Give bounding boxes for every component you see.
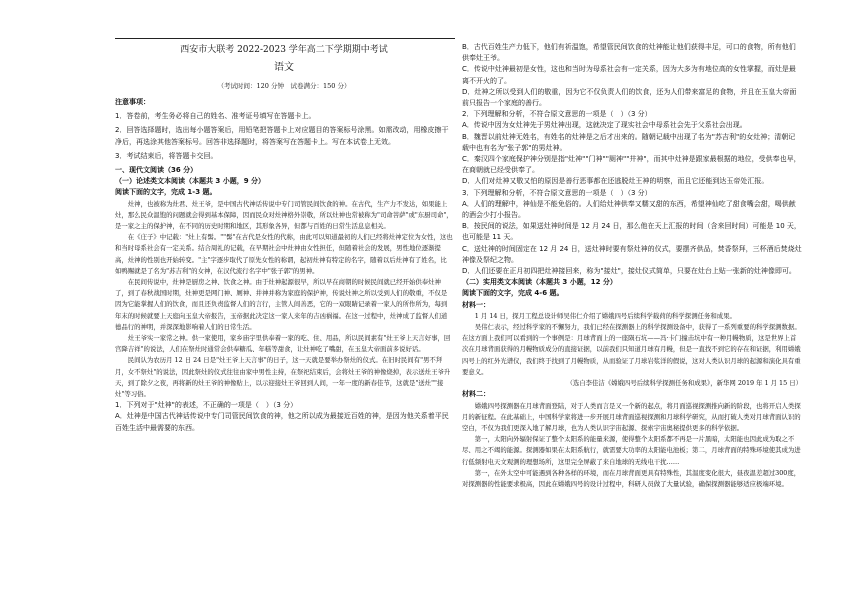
passage-paragraph: 在《庄子》中记载："灶上有髻。""髻"在古代是女性的代称，由此可以知道最初的人们已经将灶神定位为女性，这也和当时母系社会有一定关系。结合周礼的记载，在早期社会中灶神由女性担任，但随着社会的发展，男性地位逐渐提高，灶神的性别也开始转变。"主"字逐步取代了原先女性的称谓，起初灶神有特定的名字，随着以后灶神有了姓名，比如鸭赐就是了名为"苏吉利"的女神，在汉代流行名字中"张子郭"的男神。	[115, 233, 453, 275]
left-column	[115, 40, 453, 434]
question-stem: 3．下列理解和分析，不符合原文意思的一项是（ ）（3 分）	[462, 188, 652, 197]
notes-heading: 注意事项：	[115, 98, 150, 106]
material-label: 材料一：	[462, 300, 490, 309]
subject-title: 语文	[274, 62, 294, 73]
reading-instruction: 阅读下面的文字，完成 4-6 题。	[462, 289, 564, 298]
question-option: D．灶神之所以受到人们的敬重，因为它不仅负责人们的饮食，还为人们带来富足的食物，并且在玉皇大帝面前只报告一个家庭的善行。	[462, 87, 797, 108]
material-paragraph: 1 月 14 日，探月工程总设计师吴伟仁介绍了嫦娥四号后续科学载荷的科学探测任务和成果。	[474, 311, 736, 320]
passage-paragraph: 灶神，也被称为灶君、灶王爷，是中国古代神话传说中专门司管民间饮食的神。在古代，生产力不发达，如果能上灶，那么民众温饱的问题就会得到基本保障，因而民众对灶神格外崇敬，所以灶神也常被称为"司命菩萨"或"东厨司命"，是一家之主的保护神，在不同的历史时期和地区，其形象各异，但都与百姓的日常生活息息相关。	[115, 199, 453, 231]
question-option: D．人们对灶神又敬又怕的原因是善行恶事都在还逃脱灶王神的明察，而且它还能到达玉帝处汇报。	[462, 177, 769, 186]
question-stem: 1．下列对于"灶神"的表述，不正确的一项是（ ）（3 分）	[115, 401, 298, 410]
exam-title: 西安市大联考 2022-2023 学年高二下学期期中考试	[180, 45, 388, 55]
right-column	[462, 42, 802, 490]
passage-paragraph: 灶王爷实一家常之神。供一家使用，家乡庙宇里供奉着一家的吃、住、用品，所以民间素有"灶王爷上天言好事，回宫降吉祥"的说法，人们在祭灶时通常会供奉糖瓜、年糕等甜食，让灶神吃了嘴甜，在玉皇大帝面前多说好话。	[115, 334, 451, 354]
subsection-heading: （一）论述类文本阅读（本题共 3 小题，9 分）	[115, 177, 266, 186]
material-paragraph: 第一，在外太空中可能遇到各种各样的环境，而在月球背面更具有特殊性，其温度变化很大，昼夜温差超过300度，对探测器的性能要求极高，因此在嫦娥四号的设计过程中，科研人员做了大量试验，确保探测器能够适应极端环境。	[462, 468, 801, 488]
question-option: B．魏晋以前灶神无姓名，有姓名的灶神是之后才出来的。随朝记载中出现了名为"苏吉利"的女灶神；清朝记载中也有名为"张子郭"的男灶神。	[462, 132, 796, 152]
material-paragraph: 第一，太阳向外辐射保证了整个太阳系的能量来源，使得整个太阳系都不再是一片黑暗，太阳能也因此成为取之不尽、用之不竭的能源。探测器如果在太阳系航行，就需要大功率的太阳能电池板；第二，月球背面的特殊环境使其成为进行低频射电天文观测的理想场所，这里完全屏蔽了来自地球的无线电干扰……	[462, 435, 801, 466]
note-item: 1．答卷前，考生务必将自己的姓名、准考证号填写在答题卡上。	[115, 112, 316, 121]
question-option: C．送灶神的时间固定在 12 月 24 日，送灶神时要有祭灶神的仪式，要摆齐供品，焚香祭拜，三杯酒后焚烧灶神像及祭纪之物。	[462, 244, 802, 264]
question-option: B．按民间的说法，如果送灶神时间是 12 月 24 日，那么他在天上汇报的时间（含来回时间）可能是 10 天，也可能是 11 天。	[462, 222, 801, 242]
question-stem: 2．下列理解和分析，不符合原文意思的一项是（ ）（3 分）	[462, 110, 652, 119]
question-option: B．古代百姓生产力低下，他们有祈温饱，希望管民间饮食的灶神能让他们获得丰足，可口的食物，所有他们供奉灶王爷。	[462, 43, 796, 63]
note-item: 2．回答选择题时，选出每小题答案后，用铅笔把答题卡上对应题目的答案标号涂黑。如需改动，用橡皮擦干净后，再选涂其他答案标号。回答非选择题时，将答案写在答题卡上。写在本试卷上无效。	[115, 126, 449, 146]
passage-paragraph: 在民间传说中，灶神是厨房之神、饮食之神。由于灶神起源很早，所以早在商朝的时候民间就已经开始供奉灶神了，到了春秋战国时期，灶神更是网门神、厕神、井神并称为家庭的保护神，传说灶神之所以受到人们的敬重，不仅是因为它能掌握人们的饮食，而且还负责监督人们的言行，主管人间善恶，它的一双眼睛记录着一家人的所作所为，每到年末的时候就要上天庭向玉皇大帝报告，玉帝据此决定这一家人来年的吉凶祸福。在这一过程中，灶神成了监督人们道德品行的神明，并深深地影响着人们的日常生活。	[115, 278, 448, 331]
passage-paragraph: 民间认为农历月 12 日 24 日是"灶王爷上天言事"的日子，这一天就是要举办祭灶的仪式。在旧时民间有"男不拜月，女不祭灶"的说法，因此祭灶的仪式往往由家中男性主持，在祭祀结束后，会将灶王爷的神像烧掉，表示送灶王爷升天，到了除夕之夜，再将新的灶王爷的神像贴上，以示迎接灶王爷回到人间，一年一度的新春佳节，这就是"送灶""接灶"等习俗。	[115, 356, 451, 399]
question-option: C．秦汉四个家庭保护神分别是指"灶神""门神""厕神""井神"，而其中灶神是跟家最根据的地位，受供奉也早，在商朝就已经受供奉了。	[462, 155, 801, 175]
material-source: （选自李佳洁《嫦娥四号后续科学探测任务和成果》，新华网 2019 年 1 月 15 日）	[566, 379, 802, 388]
section-heading: 一、现代文阅读（36 分）	[115, 166, 198, 175]
top-rule	[115, 38, 455, 39]
question-option: A．传说中因为女灶神先于男灶神出现，这就决定了现实社会中母系社会先于父系社会出现。	[462, 121, 747, 130]
material-label: 材料二：	[462, 390, 490, 399]
material-paragraph: 嫦娥四号探测器在月球背面登陆，对于人类而言是又一个新的起点，将月面巡视探测推向新的阶段，也将开启人类探月的新征程。在此基础上，中国科学家将进一步开展月球背面巡视探测和月球科学研究，从而打破人类对月球背面认识的空白，不仅为我们更深入地了解月球，也为人类认识宇宙起源、探索宇宙奥秘提供更多的科学依据。	[462, 401, 801, 432]
note-item: 3．考试结束后，将答题卡交回。	[115, 151, 218, 160]
reading-instruction: 阅读下面的文字，完成 1-3 题。	[115, 188, 217, 197]
question-option: A．人们的理解中，神仙是不能免俗的。人们给灶神供奉又糯又甜的东西，希望神仙吃了甜食嘴会甜，喝供献的酒会少打小报告。	[462, 199, 796, 220]
question-option: D．人们还要在正月初四把灶神接回来，称为"接灶"，接灶仪式简单，只要在灶台上贴一张新的灶神像即可。	[462, 267, 796, 276]
exam-meta: （考试时间：120 分钟 试卷满分：150 分）	[217, 82, 351, 90]
question-option: A．灶神是中国古代神话传说中专门司管民间饮食的神，他之所以成为最接近百姓的神，是因为他关系着平民百姓生活中最需要的东西。	[115, 412, 449, 432]
subsection-heading: （二）实用类文本阅读（本题共 3 小题，12 分）	[462, 278, 617, 287]
question-option: C．传说中灶神最初是女性，这也和当时为母系社会有一定关系，因为大多为有地位高的女性掌握，而灶是最离不开火的了。	[462, 65, 796, 85]
material-paragraph: 吴伟仁表示，经过科学家的不懈努力，我们已经在探测器上的科学探测设备中，获得了一系列重要的科学探测数据。在这方面上我们可以看到的一个事例是：月球背面上的一座陨石坑——冯·卡门撞击坑中有一种月幔物质，这是世界上首次在月球背面获得的月幔物质成分的直接证据，以前我们只知道月球有月幔，但是一直找不到它的存在和证据，利用嫦娥四号上的红外光谱仪，我们终于找到了月幔物质，从而验证了月球岩浆洋的假说，这对人类认识月球的起源和演化具有重要意义。	[462, 323, 801, 376]
